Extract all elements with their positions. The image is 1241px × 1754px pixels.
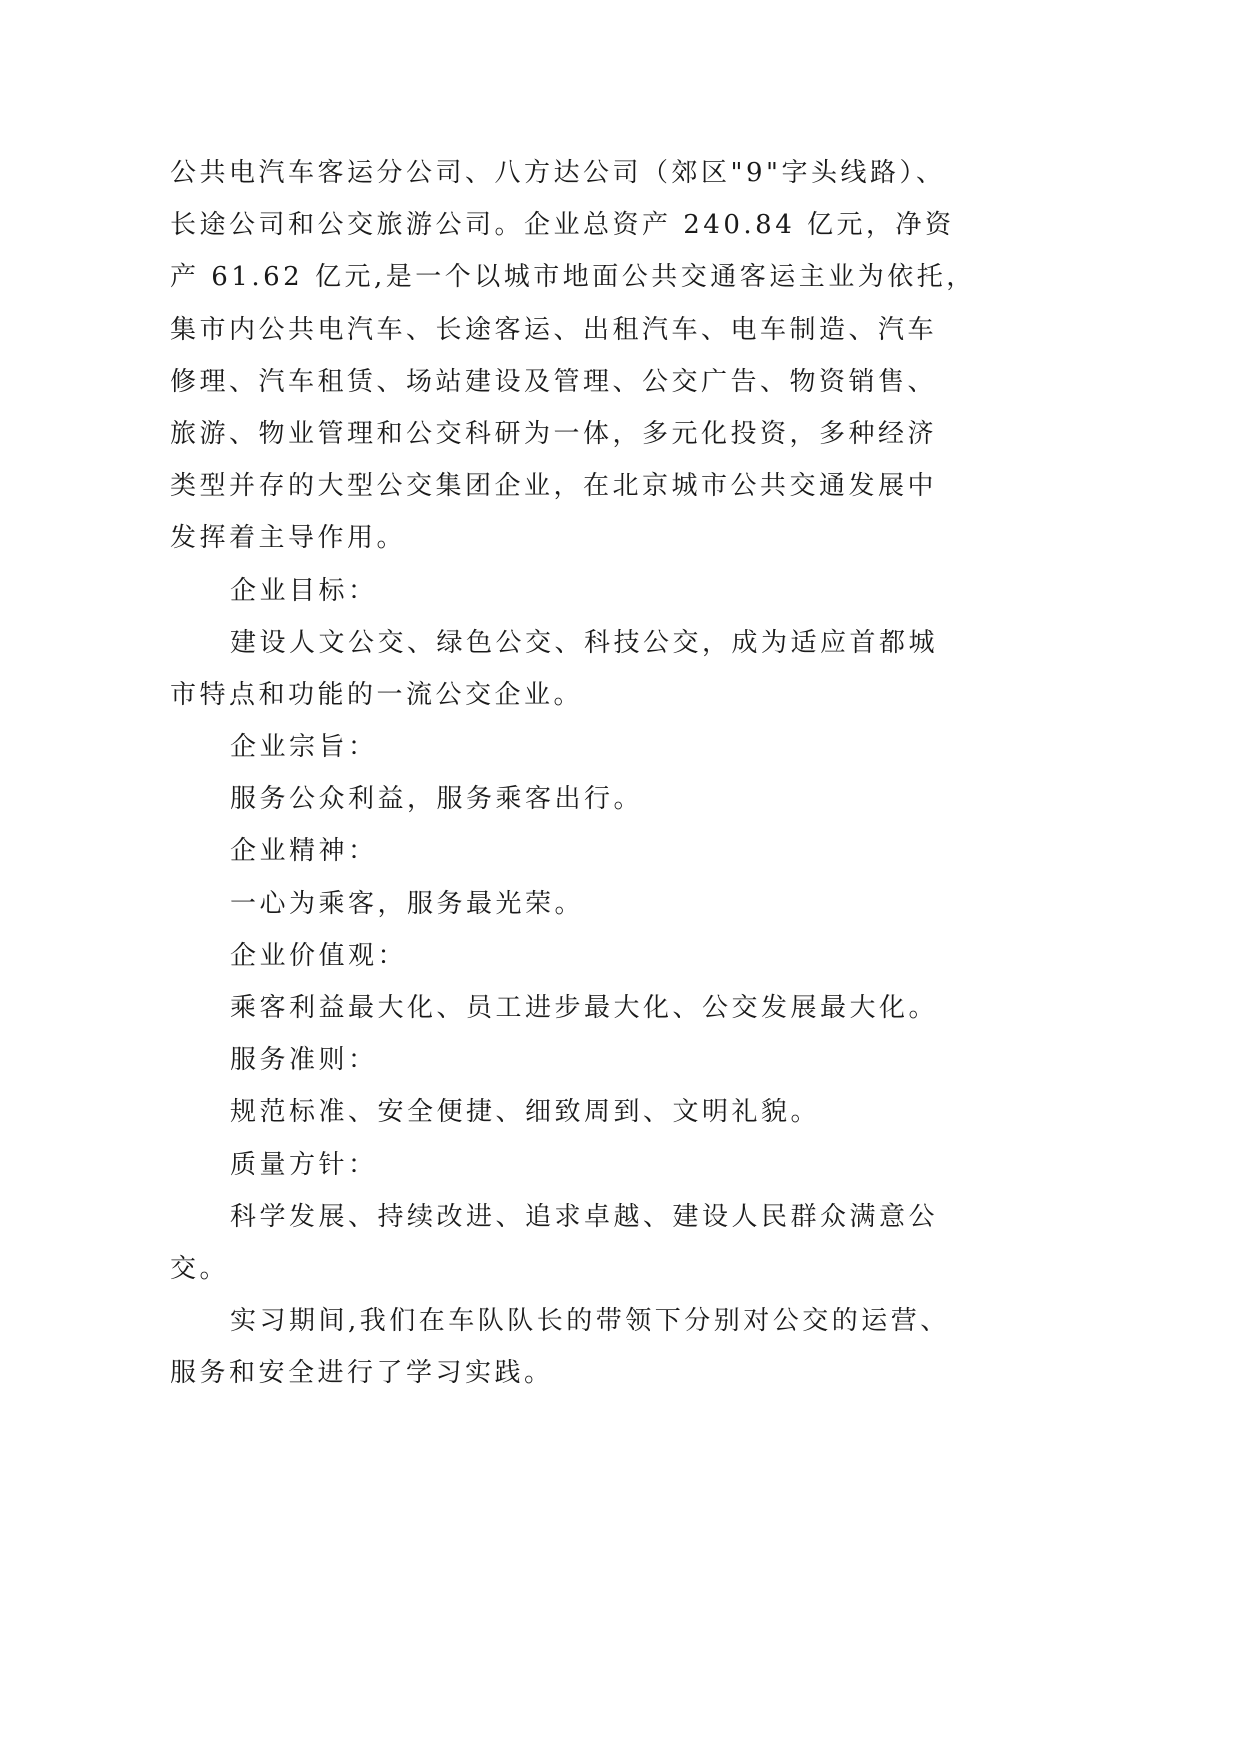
text-line: 交。 — [170, 1253, 230, 1284]
text-line: 修理、汽车租赁、场站建设及管理、公交广告、物资销售、 — [170, 366, 938, 397]
section-heading-service-rules: 服务准则： — [230, 1045, 378, 1076]
text-line: 旅游、物业管理和公交科研为一体，多元化投资，多种经济 — [170, 418, 938, 449]
document-page — [170, 147, 976, 1400]
text-line: 发挥着主导作用。 — [170, 523, 407, 554]
text-line: 市特点和功能的一流公交企业。 — [170, 679, 584, 710]
text-line: 科学发展、持续改进、追求卓越、建设人民群众满意公 — [230, 1201, 939, 1232]
text-line: 长途公司和公交旅游公司。企业总资产 240.84 亿元，净资 — [170, 210, 955, 241]
text-line: 一心为乘客，服务最光荣。 — [230, 888, 585, 919]
text-line: 建设人文公交、绿色公交、科技公交，成为适应首都城 — [230, 627, 939, 658]
text-line: 产 61.62 亿元,是一个以城市地面公共交通客运主业为依托， — [170, 262, 976, 293]
section-heading-purpose: 企业宗旨： — [230, 732, 378, 763]
section-heading-values: 企业价值观： — [230, 940, 408, 971]
text-line: 服务和安全进行了学习实践。 — [170, 1358, 554, 1389]
text-line: 集市内公共电汽车、长途客运、出租汽车、电车制造、汽车 — [170, 314, 938, 345]
text-line: 实习期间,我们在车队队长的带领下分别对公交的运营、 — [230, 1306, 950, 1337]
section-heading-goal: 企业目标： — [230, 575, 378, 606]
text-line: 类型并存的大型公交集团企业，在北京城市公共交通发展中 — [170, 471, 938, 502]
text-line: 公共电汽车客运分公司、八方达公司（郊区"9"字头线路）、 — [170, 158, 946, 188]
section-heading-spirit: 企业精神： — [230, 836, 378, 867]
text-line: 乘客利益最大化、员工进步最大化、公交发展最大化。 — [230, 993, 939, 1023]
section-heading-quality-policy: 质量方针： — [230, 1149, 378, 1180]
text-line: 规范标准、安全便捷、细致周到、文明礼貌。 — [230, 1097, 821, 1128]
text-line: 服务公众利益，服务乘客出行。 — [230, 784, 644, 815]
